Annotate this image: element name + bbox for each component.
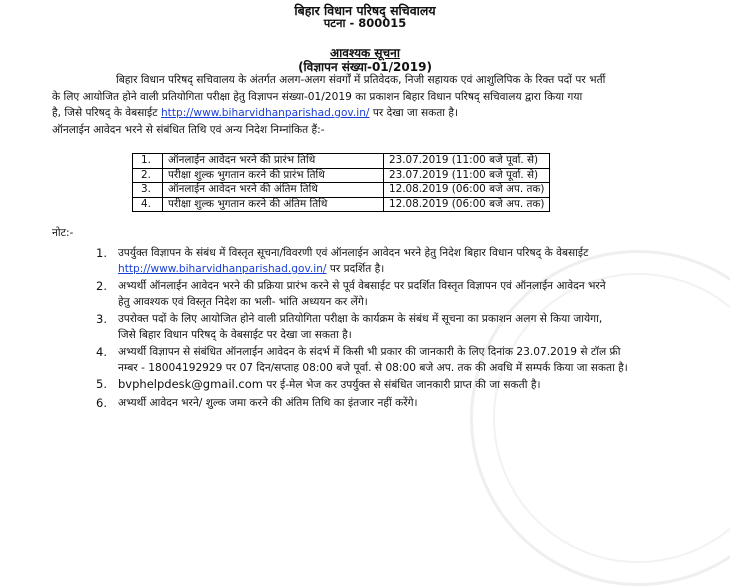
website-link[interactable]: http://www.biharvidhanparishad.gov.in/: [160, 107, 370, 119]
intro-line-3: है, जिसे परिषद् के वेबसाईट http://www.biharvidhanparishad.gov.in/ पर देखा जा सकता है।: [52, 107, 459, 119]
advertisement-number: (विज्ञापन संख्या-01/2019): [298, 60, 432, 74]
row-date: 12.08.2019 (06:00 बजे अप. तक): [384, 183, 550, 198]
intro-paragraph: [52, 72, 692, 138]
row-description: ऑनलाईन आवेदन भरने की प्रारंभ तिथि: [163, 154, 384, 169]
table-row: [133, 183, 550, 198]
note-number: 1.: [96, 246, 107, 260]
table-row: [133, 154, 550, 169]
note-number: 5.: [96, 377, 107, 391]
row-number: 4.: [133, 197, 163, 212]
note-number: 3.: [96, 312, 107, 326]
row-date: 23.07.2019 (11:00 बजे पूर्वा. से): [384, 168, 550, 183]
notice-title: आवश्यक सूचना: [330, 46, 400, 60]
note-number: 4.: [96, 345, 107, 359]
row-date: 12.08.2019 (06:00 बजे अप. तक): [384, 197, 550, 212]
notes-label: नोट:-: [52, 227, 74, 239]
table-row: [133, 168, 550, 183]
intro-line-1: बिहार विधान परिषद् सचिवालय के अंतर्गत अलग-अलग संवर्गों में प्रतिवेदक, निजी सहायक एवं आशुलिपिक के रिक्त पदों पर भर्ती: [116, 74, 606, 86]
note-number: 2.: [96, 279, 107, 293]
row-number: 3.: [133, 183, 163, 198]
helpdesk-email[interactable]: bvphelpdesk@gmail.com: [118, 377, 263, 391]
address: पटना - 800015: [323, 16, 407, 30]
note-number: 6.: [96, 396, 107, 410]
website-link[interactable]: http://www.biharvidhanparishad.gov.in/: [118, 263, 327, 275]
intro-line-4: ऑनलाईन आवेदन भरने से संबंधित तिथि एवं अन्य निदेश निम्नांकित हैं:-: [52, 123, 325, 136]
row-number: 1.: [133, 154, 163, 169]
intro-line-2: के लिए आयोजित होने वाली प्रतियोगिता परीक्षा हेतु विज्ञापन संख्या-01/2019 का प्रकाशन बिहार विधान परिषद् सचिवालय द्वारा किया गया: [52, 90, 583, 103]
row-number: 2.: [133, 168, 163, 183]
row-description: परीक्षा शुल्क भुगतान करने की अंतिम तिथि: [163, 197, 384, 212]
secretariat-title: बिहार विधान परिषद् सचिवालय: [294, 3, 436, 18]
dates-table: [132, 153, 550, 212]
row-description: ऑनलाईन आवेदन भरने की अंतिम तिथि: [163, 183, 384, 198]
row-date: 23.07.2019 (11:00 बजे पूर्वा. से): [384, 154, 550, 169]
row-description: परीक्षा शुल्क भुगतान करने की प्रारंभ तिथि: [163, 168, 384, 183]
table-row: [133, 197, 550, 212]
